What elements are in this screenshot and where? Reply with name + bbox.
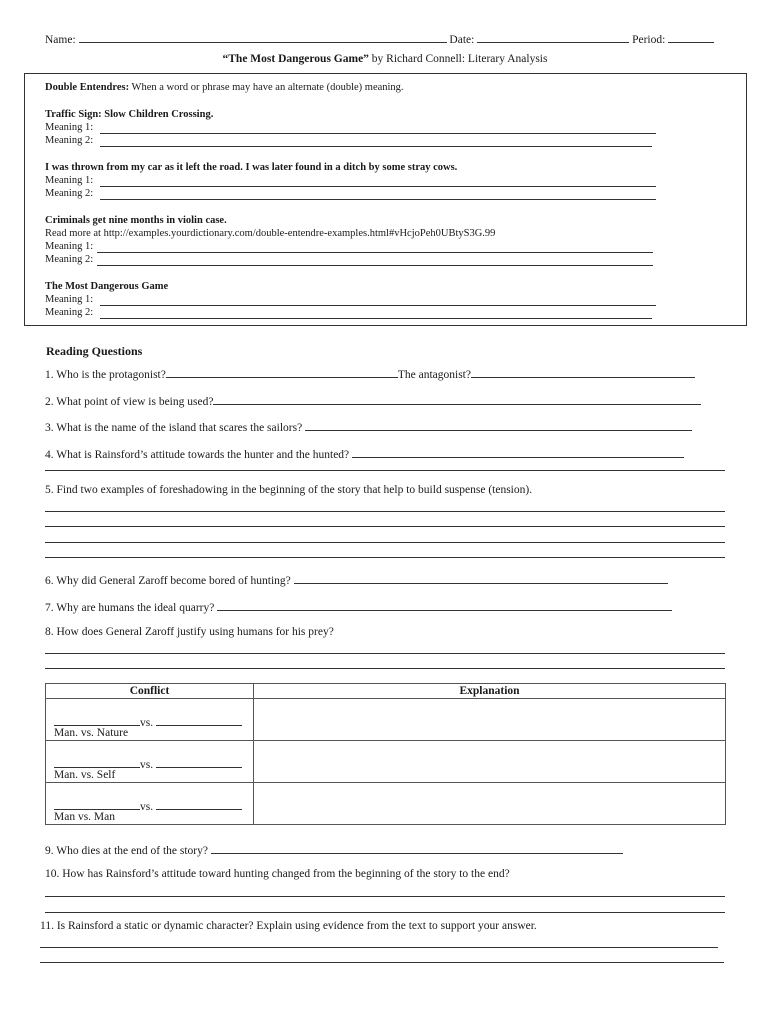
question-4	[45, 446, 684, 461]
entendre-source-note: Read more at http://examples.yourdictionary.com/double-entendre-examples.html#vHcjoPeh0UBtyS3G.99	[45, 228, 496, 239]
protagonist-answer-blank[interactable]	[166, 366, 398, 378]
entendre-item-title: I was thrown from my car as it left the road. I was later found in a ditch by some stray cows.	[45, 162, 458, 173]
entendre-definition-row	[45, 82, 404, 93]
conflict-cell	[46, 741, 254, 783]
conflict-type-label: Man. vs. Self	[54, 769, 116, 781]
entendre-item-title: The Most Dangerous Game	[45, 281, 169, 292]
table-row	[46, 783, 726, 825]
explanation-cell[interactable]	[254, 741, 726, 783]
question-4-text: 4. What is Rainsford’s attitude towards the hunter and the hunted?	[45, 449, 350, 461]
question-7	[45, 599, 672, 614]
period-blank[interactable]	[668, 31, 714, 43]
table-row	[46, 741, 726, 783]
conflict-blank-left[interactable]	[54, 798, 140, 810]
meaning-1-answer-line[interactable]	[100, 133, 656, 134]
conflict-table	[45, 683, 726, 825]
date-blank[interactable]	[477, 31, 629, 43]
entendre-definition: When a word or phrase may have an alternate (double) meaning.	[131, 82, 404, 93]
conflict-blank-left[interactable]	[54, 756, 140, 768]
entendre-item-title: Traffic Sign: Slow Children Crossing.	[45, 109, 214, 120]
explanation-column-header: Explanation	[254, 684, 726, 699]
question-1-protagonist: 1. Who is the protagonist?	[45, 369, 166, 381]
question-7-text: 7. Why are humans the ideal quarry?	[45, 602, 215, 614]
conflict-column-header: Conflict	[46, 684, 254, 699]
entendre-item-title: Criminals get nine months in violin case.	[45, 215, 227, 226]
conflict-blank-right[interactable]	[156, 756, 242, 768]
question-8-text: 8. How does General Zaroff justify using humans for his prey?	[45, 626, 334, 638]
reading-questions-heading: Reading Questions	[46, 344, 143, 358]
question-9-text: 9. Who dies at the end of the story?	[45, 845, 208, 857]
question-1	[45, 366, 695, 381]
table-row	[46, 699, 726, 741]
entendre-heading: Double Entendres:	[45, 82, 130, 93]
meaning-1-answer-line[interactable]	[100, 186, 656, 187]
question-8-answer-line[interactable]	[45, 653, 725, 654]
meaning-2-answer-line[interactable]	[97, 265, 653, 266]
question-9-answer-blank[interactable]	[211, 842, 623, 854]
question-5-answer-line[interactable]	[45, 526, 725, 527]
vs-text: vs.	[140, 717, 154, 729]
question-3	[45, 419, 692, 434]
question-5-text: 5. Find two examples of foreshadowing in the beginning of the story that help to build suspense (tension).	[45, 484, 533, 496]
question-5-answer-line[interactable]	[45, 542, 725, 543]
conflict-cell	[46, 699, 254, 741]
question-2	[45, 393, 701, 408]
question-11-answer-line[interactable]	[40, 962, 724, 963]
question-2-text: 2. What point of view is being used?	[45, 396, 214, 408]
question-4-answer-line[interactable]	[45, 470, 725, 471]
meaning-2-answer-line[interactable]	[100, 199, 656, 200]
date-label: Date:	[449, 34, 475, 46]
question-8-answer-line[interactable]	[45, 668, 725, 669]
name-field[interactable]	[45, 31, 714, 46]
meaning-1-label: Meaning 1:	[45, 294, 94, 305]
meaning-2-label: Meaning 2:	[45, 188, 94, 199]
meaning-2-label: Meaning 2:	[45, 254, 94, 265]
meaning-2-label: Meaning 2:	[45, 307, 94, 318]
meaning-1-label: Meaning 1:	[45, 241, 94, 252]
question-11-answer-line[interactable]	[40, 947, 718, 948]
conflict-type-label: Man vs. Man	[54, 811, 116, 823]
conflict-blank-left[interactable]	[54, 714, 140, 726]
question-5-answer-line[interactable]	[45, 557, 725, 558]
question-11-text: 11. Is Rainsford a static or dynamic character? Explain using evidence from the text to support your answer.	[40, 920, 537, 932]
vs-text: vs.	[140, 801, 154, 813]
explanation-cell[interactable]	[254, 699, 726, 741]
story-title: “The Most Dangerous Game”	[222, 53, 369, 65]
double-entendre-box	[24, 73, 747, 326]
question-6	[45, 572, 668, 587]
explanation-cell[interactable]	[254, 783, 726, 825]
meaning-2-answer-line[interactable]	[100, 146, 652, 147]
meaning-1-label: Meaning 1:	[45, 175, 94, 186]
conflict-type-label: Man. vs. Nature	[54, 727, 129, 739]
vs-text: vs.	[140, 759, 154, 771]
name-blank[interactable]	[79, 31, 447, 43]
name-label: Name:	[45, 34, 76, 46]
question-9	[45, 842, 623, 857]
question-10-answer-line[interactable]	[45, 896, 725, 897]
page-title	[0, 53, 770, 65]
conflict-table-header-row	[46, 684, 726, 699]
meaning-1-label: Meaning 1:	[45, 122, 94, 133]
question-5-answer-line[interactable]	[45, 511, 725, 512]
meaning-2-answer-line[interactable]	[100, 318, 652, 319]
question-7-answer-blank[interactable]	[217, 599, 672, 611]
conflict-blank-right[interactable]	[156, 714, 242, 726]
question-3-text: 3. What is the name of the island that scares the sailors?	[45, 422, 303, 434]
question-4-answer-blank[interactable]	[352, 446, 684, 458]
question-10-answer-line[interactable]	[45, 912, 725, 913]
question-10-text: 10. How has Rainsford’s attitude toward hunting changed from the beginning of the story to the end?	[45, 868, 510, 880]
question-3-answer-blank[interactable]	[305, 419, 692, 431]
meaning-1-answer-line[interactable]	[100, 305, 656, 306]
question-6-answer-blank[interactable]	[294, 572, 668, 584]
antagonist-answer-blank[interactable]	[471, 366, 695, 378]
conflict-cell	[46, 783, 254, 825]
conflict-blank-right[interactable]	[156, 798, 242, 810]
question-1-antagonist: The antagonist?	[397, 369, 471, 381]
title-subtitle: by Richard Connell: Literary Analysis	[371, 53, 548, 65]
question-6-text: 6. Why did General Zaroff become bored of hunting?	[45, 575, 291, 587]
period-label: Period:	[632, 34, 666, 46]
question-2-answer-blank[interactable]	[213, 393, 701, 405]
meaning-1-answer-line[interactable]	[97, 252, 653, 253]
meaning-2-label: Meaning 2:	[45, 135, 94, 146]
